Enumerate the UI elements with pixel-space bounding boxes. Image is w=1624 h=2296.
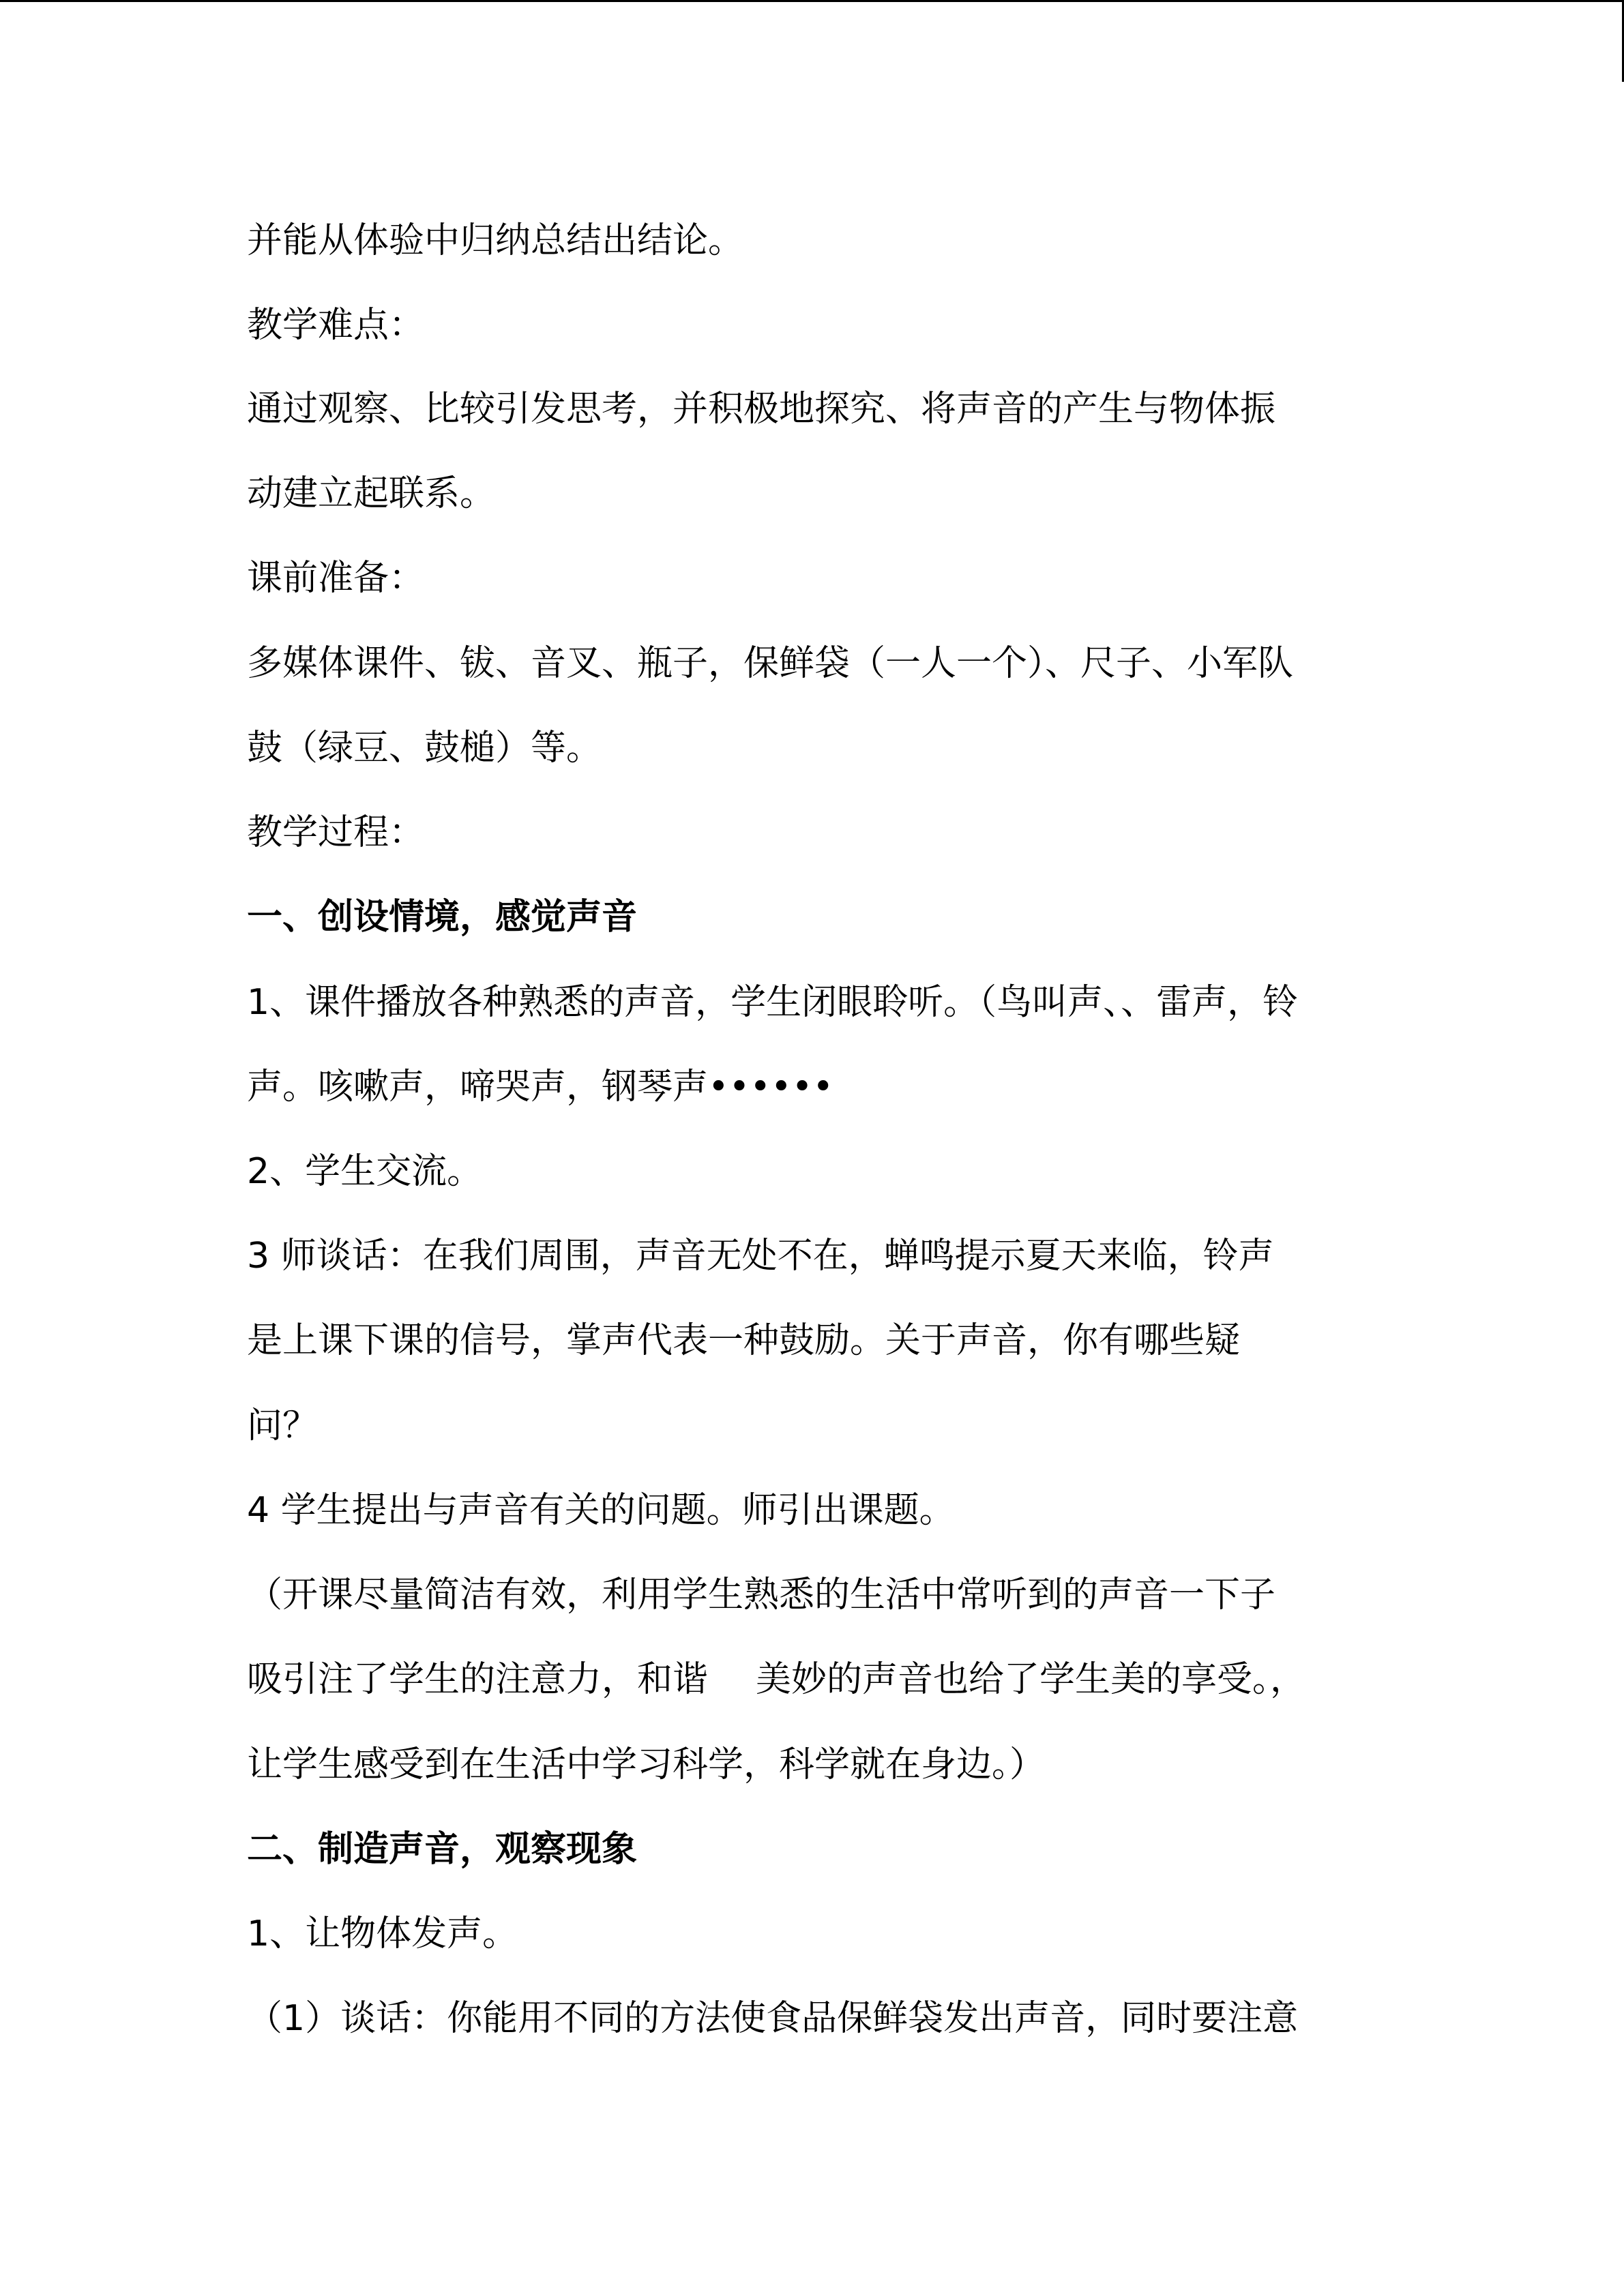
text-line: 声。咳嗽声，啼哭声，钢琴声••••••	[247, 1067, 834, 1107]
section-heading-2: 二、制造声音，观察现象	[247, 1829, 638, 1870]
text-line: 问？	[247, 1405, 319, 1446]
text-line: 并能从体验中归纳总结出结论。	[247, 220, 744, 261]
text-line: 多媒体课件、钹、音叉、瓶子，保鲜袋（一人一个）、尺子、小军队	[247, 643, 1294, 684]
text-line: 动建立起联系。	[247, 473, 496, 514]
text-line: 2、学生交流。	[247, 1151, 483, 1192]
heading-teaching-difficulty: 教学难点：	[247, 305, 425, 346]
text-line: 1、课件播放各种熟悉的声音，学生闭眼聆听。（鸟叫声、、雷声，铃	[247, 982, 1299, 1023]
text-fragment: 吸引注了学生的注意力，和谐	[247, 1659, 709, 1700]
text-line: 通过观察、比较引发思考，并积极地探究、将声音的产生与物体振	[247, 389, 1276, 430]
section-heading-1: 一、创设情境，感觉声音	[247, 897, 638, 938]
text-line	[247, 1658, 1305, 1701]
text-line: 是上课下课的信号，掌声代表一种鼓励。关于声音，你有哪些疑	[247, 1320, 1241, 1361]
text-line: （开课尽量简洁有效，利用学生熟悉的生活中常听到的声音一下子	[247, 1575, 1276, 1615]
text-line: 1、让物体发声。	[247, 1913, 518, 1954]
text-fragment: 美妙的声音也给了学生美的享受。，	[756, 1659, 1306, 1700]
text-line: 3 师谈话：在我们周围，声音无处不在，蝉鸣提示夏天来临，铃声	[247, 1236, 1274, 1277]
heading-preparation: 课前准备：	[247, 558, 425, 599]
text-line: 鼓（绿豆、鼓槌）等。	[247, 728, 602, 769]
text-line: 4 学生提出与声音有关的问题。师引出课题。	[247, 1490, 955, 1531]
text-line: （1）谈话：你能用不同的方法使食品保鲜袋发出声音，同时要注意	[247, 1998, 1299, 2039]
text-line: 让学生感受到在生活中学习科学，科学就在身边。）	[247, 1744, 1046, 1785]
heading-teaching-process: 教学过程：	[247, 812, 425, 853]
